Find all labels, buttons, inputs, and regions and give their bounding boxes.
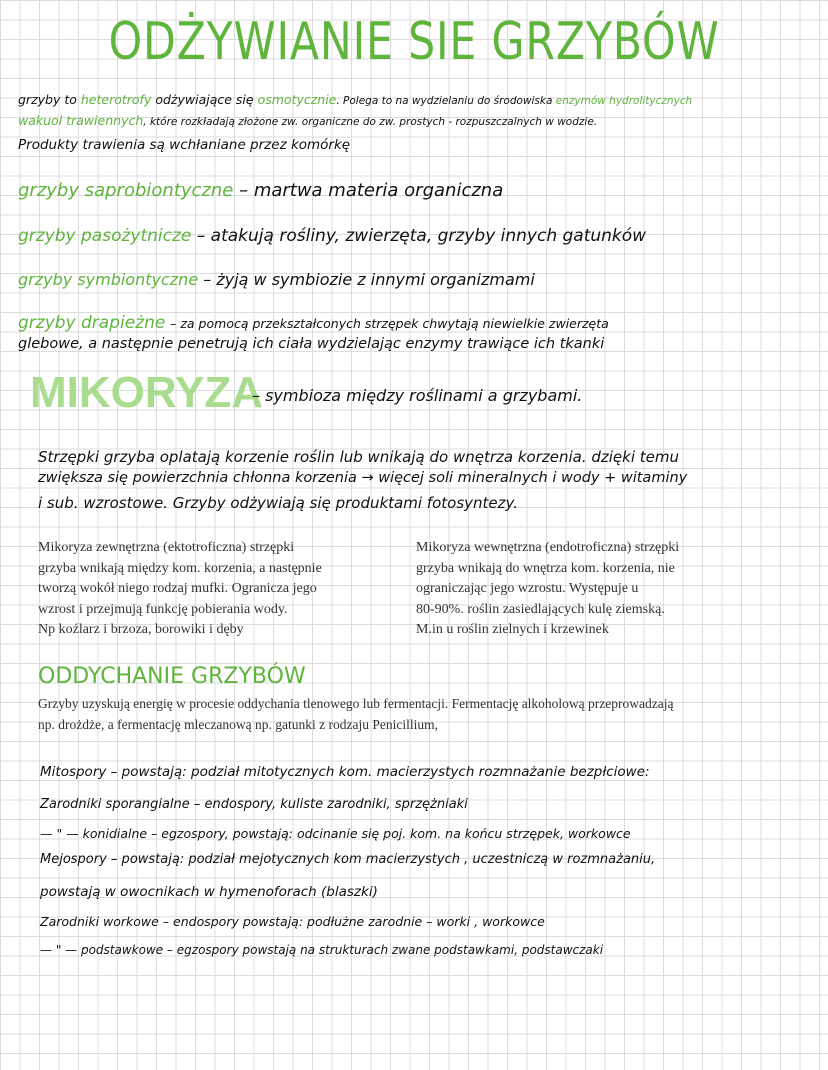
page-title: ODŻYWIANIE SIE GRZYBÓW <box>108 12 720 72</box>
type-desc: – atakują rośliny, zwierzęta, grzyby innych gatunków <box>196 226 647 246</box>
mikoryza-heading: MIKORYZA <box>30 368 264 417</box>
mikoryza-para-3: i sub. wzrostowe. Grzyby odżywiają się produktami fotosyntezy. <box>38 494 518 512</box>
type-drapiezne-desc-2: glebowe, a następnie penetrują ich ciała wydzielając enzymy trawiące ich tkanki <box>18 336 605 352</box>
text-line: Mikoryza zewnętrzna (ektotroficzna) strzępki <box>38 540 295 555</box>
type-desc: – za pomocą przekształconych strzępek chwytają niewielkie zwierzęta <box>170 316 609 331</box>
intro-text: . Polega to na wydzielaniu do środowiska <box>336 95 556 107</box>
intro-text: grzyby to <box>18 92 81 107</box>
spores-line-3: — " — konidialne – egzospory, powstają: odcinanie się poj. kom. na końcu strzępek, workowce <box>40 826 631 841</box>
intro-text: odżywiające się <box>151 92 258 107</box>
oddychanie-heading: ODDYCHANIE GRZYBÓW <box>38 664 306 689</box>
intro-line-3: Produkty trawienia są wchłaniane przez komórkę <box>18 137 351 153</box>
term-enzymy: enzymów hydrolitycznych <box>555 95 693 107</box>
spores-line-1: Mitospory – powstają: podział mitotycznych kom. macierzystych rozmnażanie bezpłciowe: <box>40 764 650 780</box>
spores-line-7: — " — podstawkowe – egzospory powstają na strukturach zwane podstawkami, podstawczaki <box>40 943 604 957</box>
mikoryza-definition: – symbioza między roślinami a grzybami. <box>252 386 583 405</box>
text-line: 80-90%. roślin zasiedlających kulę ziemską. <box>416 601 665 617</box>
text-line: tworzą wokół niego rodzaj mufki. Ogranicza jego <box>38 581 317 596</box>
type-name: grzyby saprobiontyczne <box>18 180 234 201</box>
spores-line-6: Zarodniki workowe – endospory powstają: podłużne zarodnie – worki , workowce <box>40 914 545 929</box>
term-heterotrofy: heterotrofy <box>80 92 152 107</box>
text-line: Grzyby uzyskują energię w procesie oddychania tlenowego lub fermentacji. Fermentację alkoholową przeprowadzają <box>38 696 674 711</box>
type-name: grzyby pasożytnicze <box>18 226 192 246</box>
text-line: grzyba wnikają do wnętrza kom. korzenia, nie <box>416 560 675 576</box>
mikoryza-wewnetrzna <box>416 538 679 641</box>
type-desc: – żyją w symbiozie z innymi organizmami <box>203 270 535 289</box>
type-drapiezne <box>18 313 609 333</box>
oddychanie-text <box>38 694 674 735</box>
intro-line-1 <box>18 92 692 107</box>
type-name: grzyby symbiontyczne <box>18 270 199 289</box>
type-name: grzyby drapieżne <box>18 313 166 333</box>
term-wakuole: wakuol trawiennych <box>18 113 144 128</box>
text-line: grzyba wnikają między kom. korzenia, a następnie <box>38 560 322 576</box>
spores-line-5: powstają w owocnikach w hymenoforach (blaszki) <box>40 884 378 900</box>
type-desc: – martwa materia organiczna <box>239 180 504 201</box>
text-line: np. drożdże, a fermentację mleczanową np. gatunki z rodzaju Penicillium, <box>38 716 438 732</box>
intro-line-2 <box>18 113 597 128</box>
intro-text: , które rozkładają złożone zw. organiczne do zw. prostych - rozpuszczalnych w wodzie. <box>143 116 598 128</box>
spores-line-4: Mejospory – powstają: podział mejotycznych kom macierzystych , uczestniczą w rozmnażaniu, <box>40 852 656 867</box>
spores-line-2: Zarodniki sporangialne – endospory, kuliste zarodniki, sprzężniaki <box>40 797 468 812</box>
type-pasozytnicze <box>18 226 646 246</box>
term-osmotycznie: osmotycznie <box>257 92 337 107</box>
text-line: wzrost i przejmują funkcję pobierania wody. <box>38 601 288 617</box>
text-line: M.in u roślin zielnych i krzewinek <box>416 622 609 637</box>
mikoryza-zewnetrzna <box>38 538 322 641</box>
type-symbiontyczne <box>18 270 535 289</box>
type-saprobiontyczne <box>18 180 503 201</box>
text-line: ograniczając jego wzrostu. Występuje u <box>416 581 639 596</box>
mikoryza-para-2: zwiększa się powierzchnia chłonna korzenia → więcej soli mineralnych i wody + witaminy <box>38 470 688 486</box>
text-line: Mikoryza wewnętrzna (endotroficzna) strzępki <box>416 540 680 555</box>
text-line: Np koźlarz i brzoza, borowiki i dęby <box>38 622 244 637</box>
mikoryza-para-1: Strzępki grzyba oplatają korzenie roślin lub wnikają do wnętrza korzenia. dzięki temu <box>38 448 680 466</box>
